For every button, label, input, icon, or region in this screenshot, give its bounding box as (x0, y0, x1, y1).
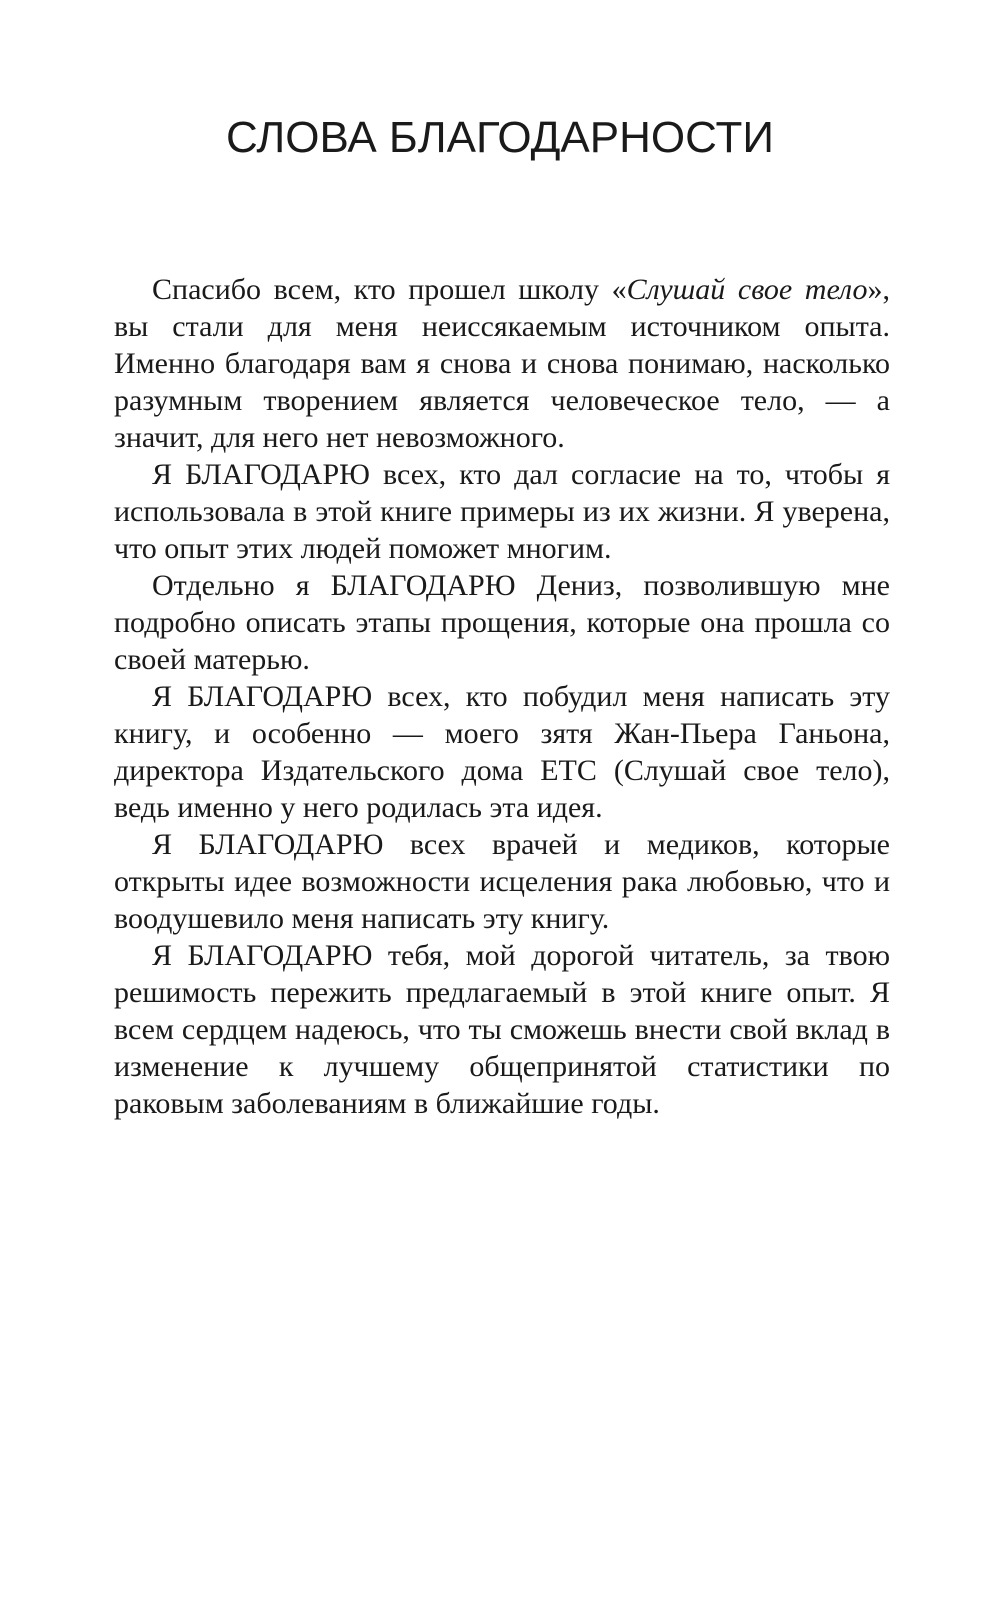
paragraph-4: Я БЛАГОДАРЮ всех, кто побудил меня написать эту книгу, и особенно — моего зятя Жан-Пьера Ганьона, директора Издательского дома ЕТС (Слушай свое тело), ведь именно у него родилась эта идея. (114, 680, 890, 824)
paragraph-1-start: Спасибо всем, кто прошел школу « (152, 273, 627, 306)
school-name-italic: Слушай свое тело (626, 273, 868, 306)
paragraph-1 (114, 271, 890, 456)
page-title: СЛОВА БЛАГОДАРНОСТИ (226, 113, 774, 162)
paragraph-3: Отдельно я БЛАГОДАРЮ Дениз, позволившую мне подробно описать этапы прощения, которые она прошла со своей матерью. (114, 569, 890, 676)
paragraph-2: Я БЛАГОДАРЮ всех, кто дал согласие на то, чтобы я использовала в этой книге примеры из их жизни. Я уверена, что опыт этих людей поможет многим. (114, 458, 890, 565)
paragraph-1-end: », вы стали для меня неиссякаемым источником опыта. Именно благодаря вам я снова и снова понимаю, насколько разумным творением является человеческое тело, — а значит, для него нет невозможного. (114, 273, 890, 454)
paragraph-5: Я БЛАГОДАРЮ всех врачей и медиков, которые открыты идее возможности исцеления рака любовью, что и воодушевило меня написать эту книгу. (114, 828, 890, 935)
paragraph-6: Я БЛАГОДАРЮ тебя, мой дорогой читатель, за твою решимость пережить предлагаемый в этой книге опыт. Я всем сердцем надеюсь, что ты сможешь внести свой вклад в изменение к лучшему общепринятой статистики по раковым заболеваниям в ближайшие годы. (114, 939, 890, 1120)
body-text (114, 271, 890, 1122)
